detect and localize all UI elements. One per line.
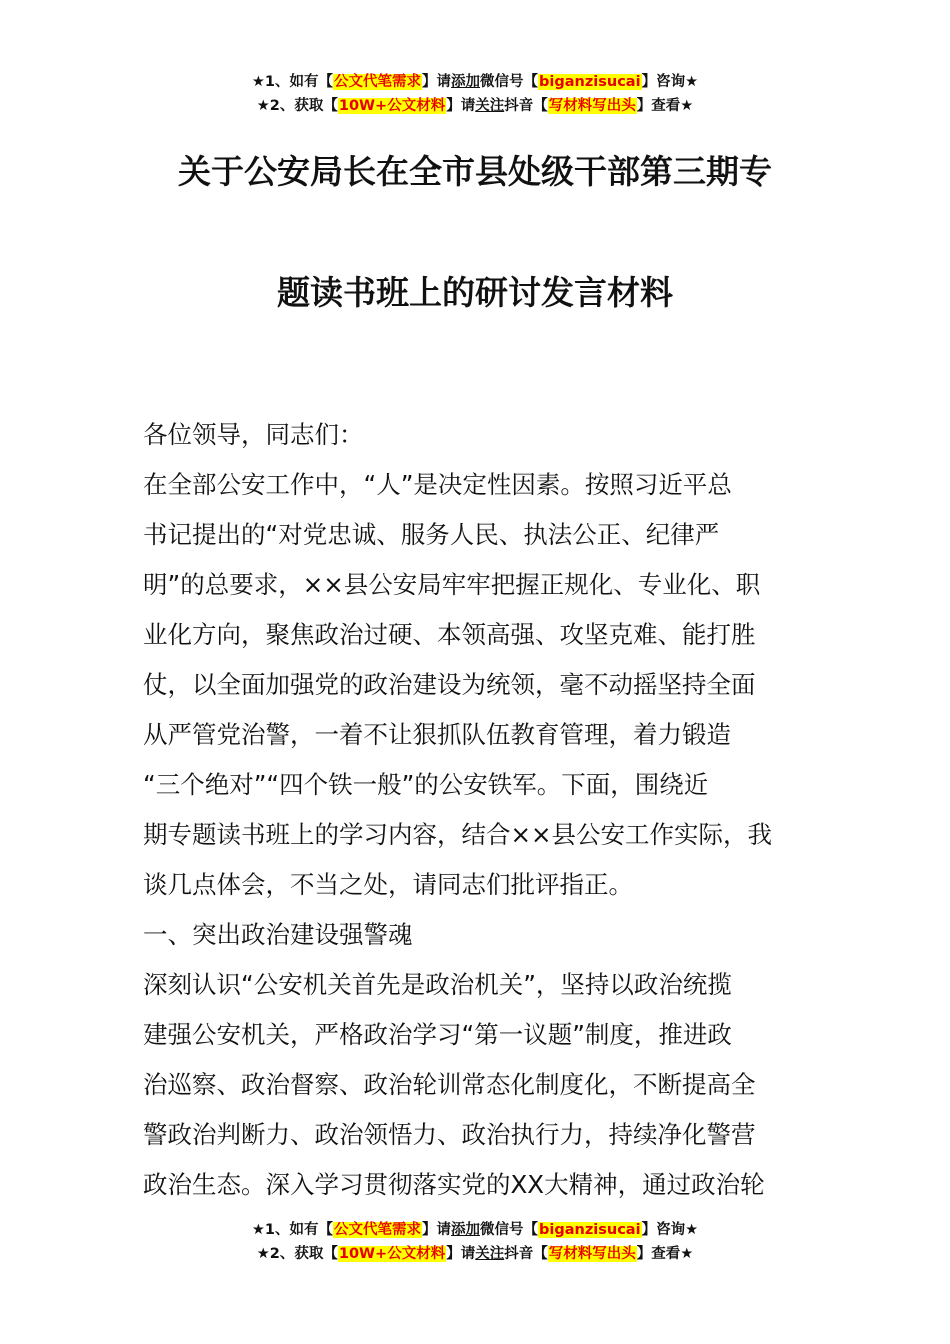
highlight-wechat-id: biganzisucai xyxy=(539,1222,641,1238)
banner-line-1 xyxy=(0,70,950,94)
banner-text: 微信号【 xyxy=(480,74,539,90)
banner-text: ★1、如有【 xyxy=(251,74,334,90)
body-line: 书记提出的“对党忠诚、服务人民、执法公正、纪律严 xyxy=(143,520,720,549)
body-line: 业化方向，聚焦政治过硬、本领高强、攻坚克难、能打胜 xyxy=(143,620,756,649)
highlight-wechat-id: biganzisucai xyxy=(539,74,641,90)
document-body xyxy=(143,410,808,1210)
body-line: “三个绝对”“四个铁一般”的公安铁军。下面，围绕近 xyxy=(143,770,709,799)
banner-text: 】查看★ xyxy=(636,98,694,114)
banner-text: ★2、获取【 xyxy=(256,98,338,114)
banner-text: 】请 xyxy=(446,98,476,114)
banner-text: 】请 xyxy=(422,1222,452,1238)
body-line: 各位领导，同志们： xyxy=(143,420,364,449)
body-line: 在全部公安工作中，“人”是决定性因素。按照习近平总 xyxy=(143,470,732,499)
body-line: 建强公安机关，严格政治学习“第一议题”制度，推进政 xyxy=(143,1020,732,1049)
banner-line-2 xyxy=(0,1242,950,1266)
banner-line-2 xyxy=(0,94,950,118)
banner-text: 抖音【 xyxy=(504,98,548,114)
highlight-materials: 10W+公文材料 xyxy=(338,1246,446,1262)
body-line: 政治生态。深入学习贯彻落实党的XX大精神，通过政治轮 xyxy=(143,1170,765,1199)
body-line: 期专题读书班上的学习内容，结合××县公安工作实际，我 xyxy=(143,820,773,849)
banner-underlined-text: 添加 xyxy=(451,74,481,90)
banner-underlined-text: 添加 xyxy=(451,1222,481,1238)
banner-text: 】咨询★ xyxy=(641,74,699,90)
document-title-line-2: 题读书班上的研讨发言材料 xyxy=(277,273,673,312)
banner-text: 】咨询★ xyxy=(641,1222,699,1238)
footer-banner xyxy=(0,1218,950,1266)
body-line: 从严管党治警，一着不让狠抓队伍教育管理，着力锻造 xyxy=(143,720,731,749)
banner-text: ★1、如有【 xyxy=(251,1222,334,1238)
body-line: 治巡察、政治督察、政治轮训常态化制度化，不断提高全 xyxy=(143,1070,756,1099)
body-line: 明”的总要求，××县公安局牢牢把握正规化、专业化、职 xyxy=(143,570,761,599)
header-banner xyxy=(0,70,950,118)
highlight-service: 公文代笔需求 xyxy=(334,1222,422,1238)
section-heading: 一、突出政治建设强警魂 xyxy=(143,920,413,949)
highlight-douyin-id: 写材料写出头 xyxy=(548,98,636,114)
banner-text: 】请 xyxy=(446,1246,476,1262)
banner-text: 抖音【 xyxy=(504,1246,548,1262)
banner-text: 】请 xyxy=(422,74,452,90)
body-line: 深刻认识“公安机关首先是政治机关”，坚持以政治统揽 xyxy=(143,970,732,999)
banner-underlined-text: 关注 xyxy=(475,1246,505,1262)
banner-text: ★2、获取【 xyxy=(256,1246,338,1262)
body-line: 仗，以全面加强党的政治建设为统领，毫不动摇坚持全面 xyxy=(143,670,756,699)
body-line: 警政治判断力、政治领悟力、政治执行力，持续净化警营 xyxy=(143,1120,756,1149)
highlight-materials: 10W+公文材料 xyxy=(338,98,446,114)
banner-text: 微信号【 xyxy=(480,1222,539,1238)
banner-line-1 xyxy=(0,1218,950,1242)
body-line: 谈几点体会，不当之处，请同志们批评指正。 xyxy=(143,870,633,899)
highlight-douyin-id: 写材料写出头 xyxy=(548,1246,636,1262)
banner-underlined-text: 关注 xyxy=(475,98,505,114)
highlight-service: 公文代笔需求 xyxy=(334,74,422,90)
banner-text: 】查看★ xyxy=(636,1246,694,1262)
document-title-line-1: 关于公安局长在全市县处级干部第三期专 xyxy=(178,152,772,191)
